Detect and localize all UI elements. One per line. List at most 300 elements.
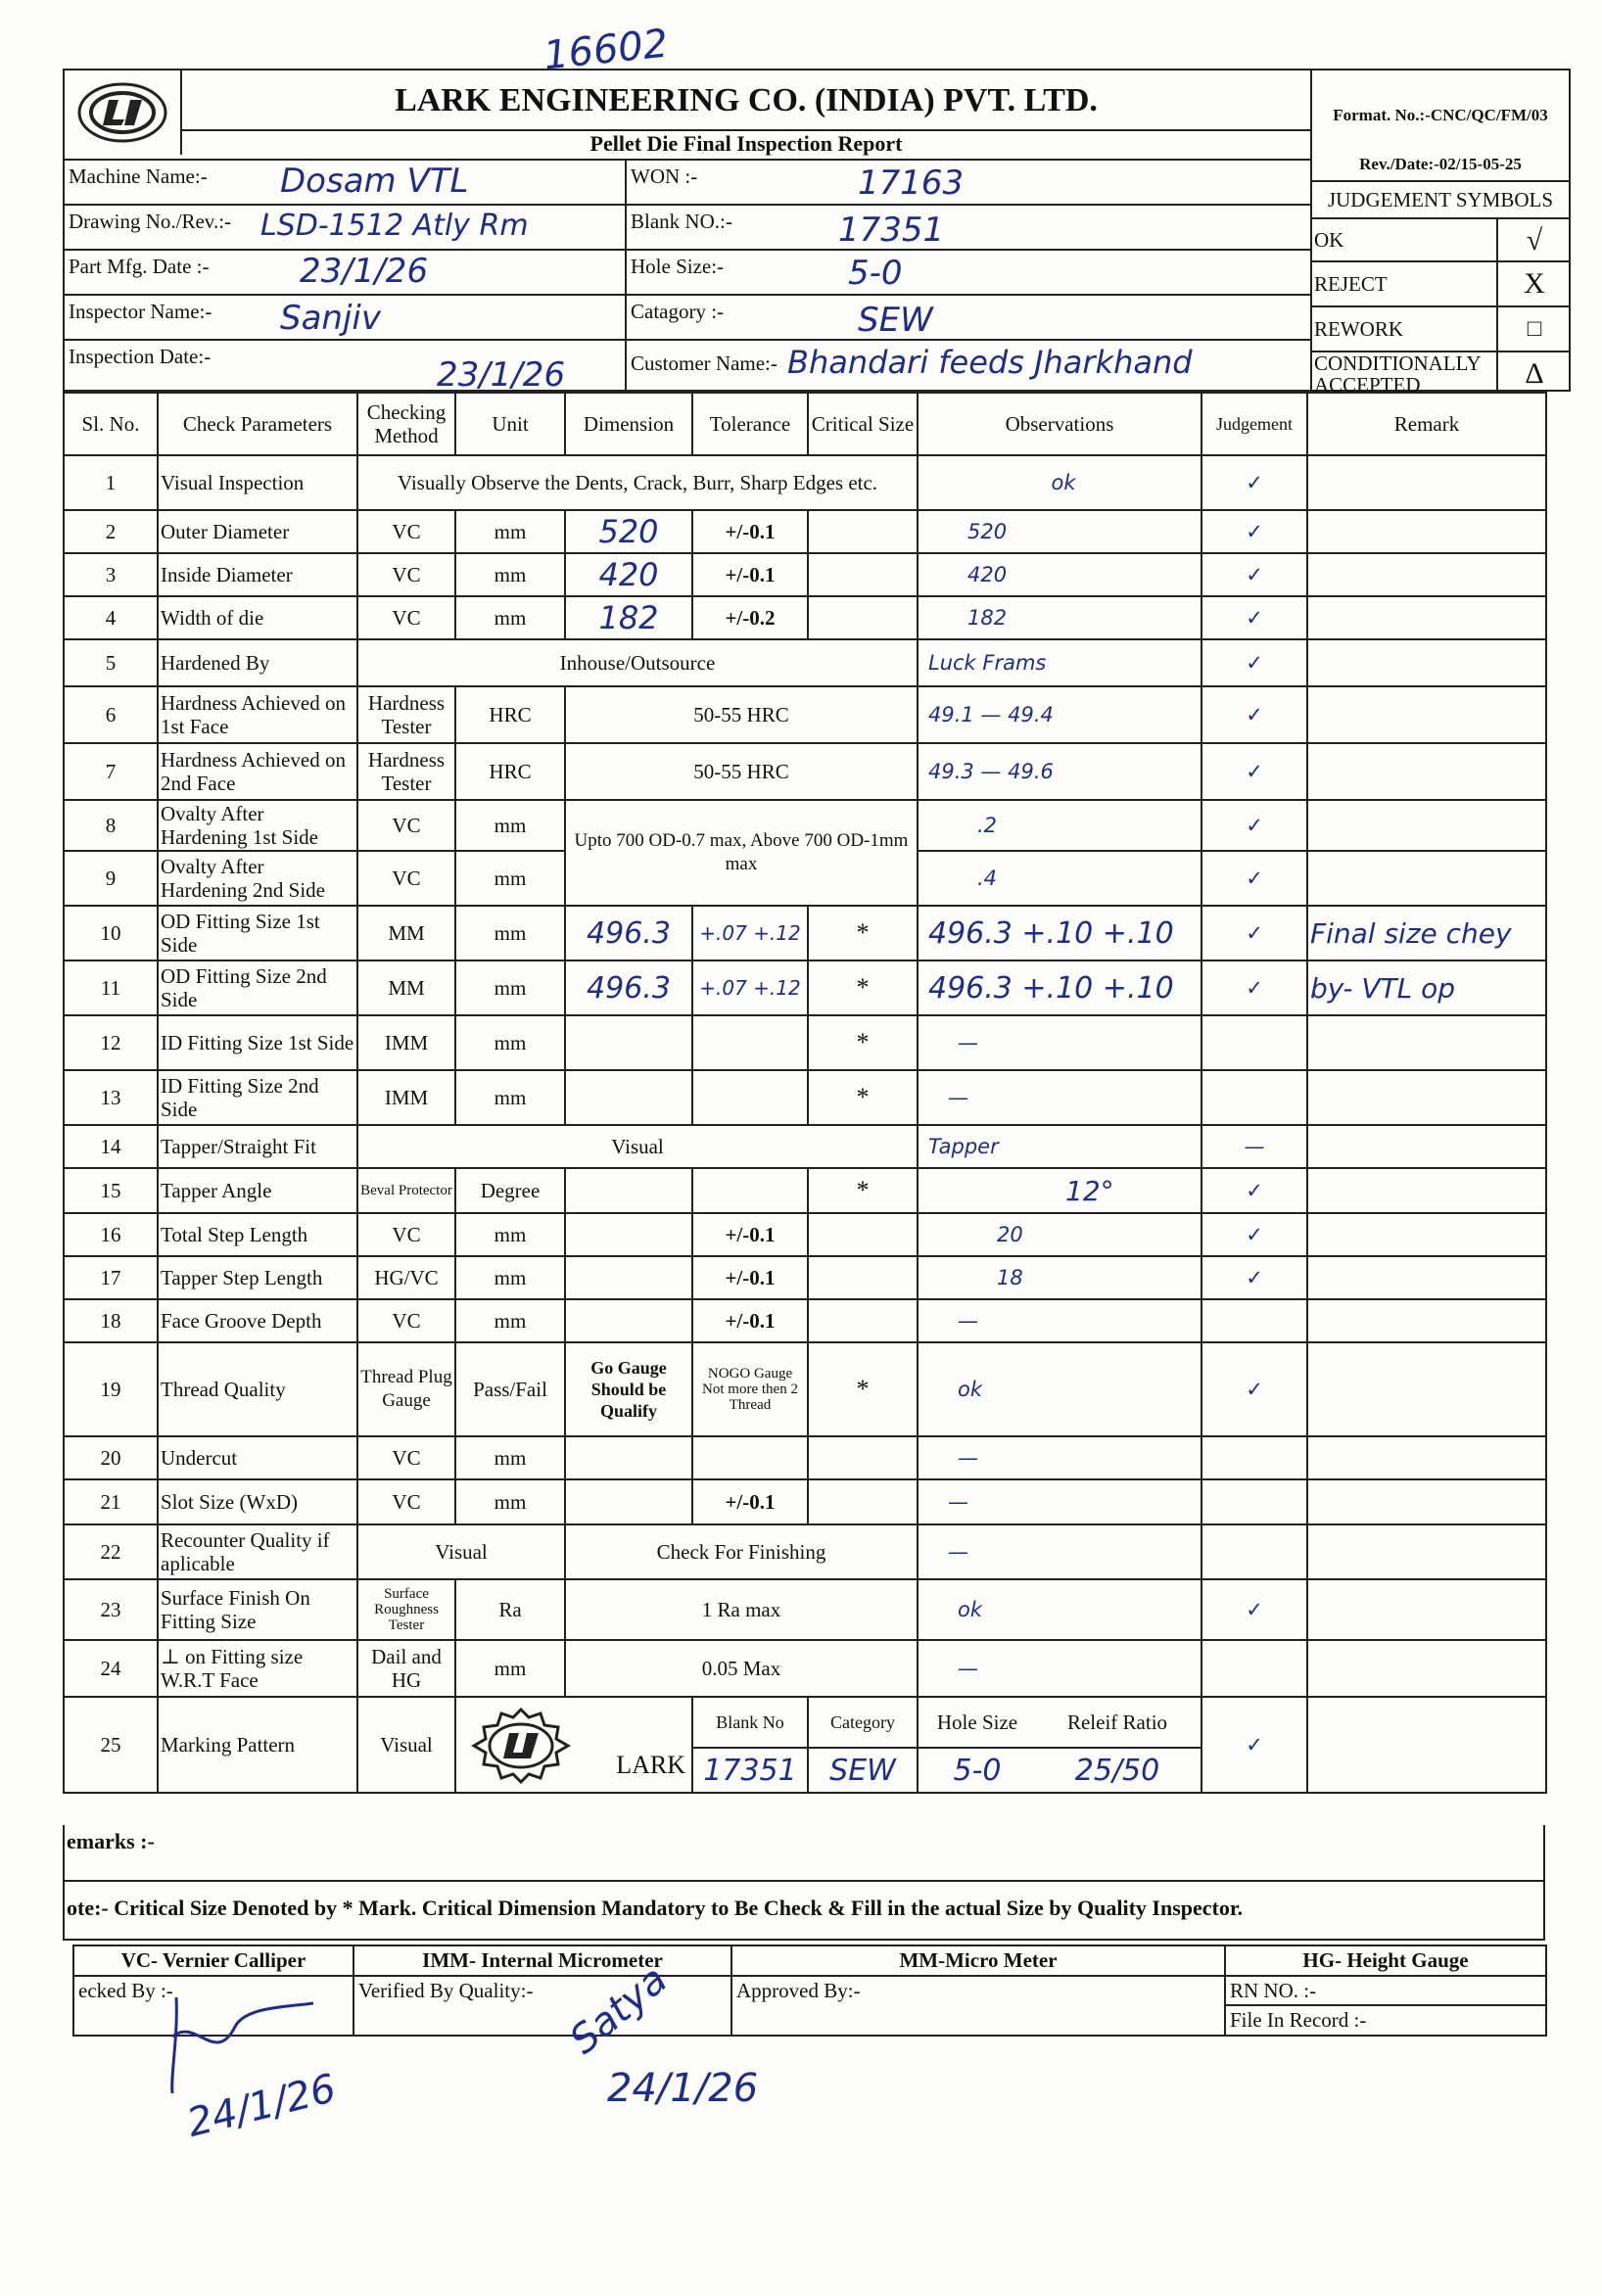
checking-method: Thread Plug Gauge xyxy=(357,1342,455,1436)
observation: — xyxy=(918,1524,1202,1579)
spec-text: Inhouse/Outsource xyxy=(357,639,918,686)
machine-name-value: Dosam VTL xyxy=(280,162,469,201)
col-critical-size: Critical Size xyxy=(808,393,918,455)
unit: HRC xyxy=(455,743,565,800)
verified-by-field: Verified By Quality:- xyxy=(353,1976,731,2036)
remark xyxy=(1307,1640,1546,1697)
check-parameter: Outer Diameter xyxy=(158,510,357,553)
unit: mm xyxy=(455,1256,565,1299)
critical-size xyxy=(808,1479,918,1524)
check-parameter: Face Groove Depth xyxy=(158,1299,357,1342)
observation: 520 xyxy=(918,510,1202,553)
col-judgement: Judgement xyxy=(1202,393,1307,455)
marking-head-releif-ratio: Releif Ratio xyxy=(1066,1710,1168,1734)
tolerance: +/-0.1 xyxy=(692,553,808,596)
remark xyxy=(1307,1436,1546,1479)
remark xyxy=(1307,553,1546,596)
observation: ok xyxy=(918,1342,1202,1436)
dimension: 420 xyxy=(565,553,692,596)
dimension xyxy=(565,1256,692,1299)
observation: — xyxy=(918,1015,1202,1070)
blank-number-value: 17351 xyxy=(838,211,945,250)
judgement-mark: ✓ xyxy=(1202,686,1307,743)
judgement-mark: ✓ xyxy=(1202,800,1307,851)
tolerance: +/-0.1 xyxy=(692,1256,808,1299)
field-label: Drawing No./Rev.:- xyxy=(65,206,627,249)
critical-mark: * xyxy=(808,961,918,1015)
check-parameter: Inside Diameter xyxy=(158,553,357,596)
judgement-mark xyxy=(1202,1479,1307,1524)
col-sl-no: Sl. No. xyxy=(64,393,158,455)
tolerance: NOGO Gauge Not more then 2 Thread xyxy=(692,1342,808,1436)
marking-brand: LARK xyxy=(616,1751,685,1779)
judgement-mark: ✓ xyxy=(1202,851,1307,906)
table-row xyxy=(64,596,1546,639)
table-row xyxy=(64,743,1546,800)
observation: 12° xyxy=(918,1168,1202,1213)
table-row xyxy=(64,906,1546,961)
remark xyxy=(1307,743,1546,800)
remark xyxy=(1307,1213,1546,1256)
observation: ok xyxy=(918,455,1202,510)
observation: 18 xyxy=(918,1256,1202,1299)
sl-no: 19 xyxy=(64,1342,158,1436)
judgement-mark: ✓ xyxy=(1202,510,1307,553)
table-row xyxy=(64,455,1546,510)
tolerance: +.07 +.12 xyxy=(692,906,808,961)
table-row xyxy=(64,961,1546,1015)
unit: Degree xyxy=(455,1168,565,1213)
header-row-mfg-date xyxy=(65,249,1310,294)
checking-method: Surface Roughness Tester xyxy=(357,1579,455,1640)
spec-text: 50-55 HRC xyxy=(565,743,918,800)
report-title: Pellet Die Final Inspection Report xyxy=(589,131,903,156)
marking-hole-size: 5-0 xyxy=(953,1753,1002,1788)
checking-method: MM xyxy=(357,906,455,961)
table-row xyxy=(64,800,1546,851)
dimension xyxy=(565,1015,692,1070)
field-label: Customer Name:- xyxy=(631,351,777,375)
table-row xyxy=(64,1640,1546,1697)
check-parameter: ⊥ on Fitting size W.R.T Face xyxy=(158,1640,357,1697)
triangle-symbol-icon: Δ xyxy=(1496,352,1571,394)
report-header xyxy=(63,69,1571,397)
observation: Luck Frams xyxy=(918,639,1202,686)
verifier-signature-date: 24/1/26 xyxy=(607,2066,759,2111)
judgement-mark xyxy=(1202,1299,1307,1342)
unit: mm xyxy=(455,553,565,596)
checking-method: IMM xyxy=(357,1070,455,1125)
marking-head-hole-size: Hole Size xyxy=(936,1710,1018,1734)
header-row-machine xyxy=(65,159,1310,204)
unit: Pass/Fail xyxy=(455,1342,565,1436)
header-row-inspector xyxy=(65,294,1310,339)
table-row xyxy=(64,553,1546,596)
check-parameter: Hardness Achieved on 1st Face xyxy=(158,686,357,743)
sl-no: 5 xyxy=(64,639,158,686)
remark xyxy=(1307,1125,1546,1168)
check-parameter: Ovalty After Hardening 2nd Side xyxy=(158,851,357,906)
col-tolerance: Tolerance xyxy=(692,393,808,455)
sl-no: 20 xyxy=(64,1436,158,1479)
sl-no: 6 xyxy=(64,686,158,743)
checking-method: HG/VC xyxy=(357,1256,455,1299)
sl-no: 4 xyxy=(64,596,158,639)
judgement-mark: ✓ xyxy=(1202,743,1307,800)
checking-method: IMM xyxy=(357,1015,455,1070)
col-remark: Remark xyxy=(1307,393,1546,455)
field-label: Blank NO.:- xyxy=(631,210,732,233)
unit: mm xyxy=(455,851,565,906)
unit: mm xyxy=(455,596,565,639)
check-parameter: Tapper Step Length xyxy=(158,1256,357,1299)
judgement-mark: ✓ xyxy=(1202,639,1307,686)
field-label: Inspection Date:- xyxy=(65,341,627,394)
critical-note: ote:- Critical Size Denoted by * Mark. Critical Dimension Mandatory to Be Check & Fill in the actual Size by Quality Inspector. xyxy=(63,1882,1545,1941)
checking-method: VC xyxy=(357,1299,455,1342)
judgement-mark: ✓ xyxy=(1202,596,1307,639)
unit: mm xyxy=(455,800,565,851)
remark xyxy=(1307,1524,1546,1579)
table-row xyxy=(64,1524,1546,1579)
check-parameter: Hardened By xyxy=(158,639,357,686)
spec-text: 50-55 HRC xyxy=(565,686,918,743)
check-parameter: OD Fitting Size 2nd Side xyxy=(158,961,357,1015)
dimension xyxy=(565,1436,692,1479)
judgement-mark xyxy=(1202,1524,1307,1579)
table-row xyxy=(64,1015,1546,1070)
checking-method: VC xyxy=(357,596,455,639)
judgement-mark: ✓ xyxy=(1202,1579,1307,1640)
critical-size xyxy=(808,553,918,596)
observation: — xyxy=(918,1436,1202,1479)
tolerance xyxy=(692,1015,808,1070)
checking-method: Hardness Tester xyxy=(357,686,455,743)
observation: — xyxy=(918,1299,1202,1342)
check-parameter: Recounter Quality if aplicable xyxy=(158,1524,357,1579)
table-row xyxy=(64,1479,1546,1524)
unit: mm xyxy=(455,1070,565,1125)
judgement-mark xyxy=(1202,1015,1307,1070)
tolerance: +/-0.1 xyxy=(692,510,808,553)
checking-method: Dail and HG xyxy=(357,1640,455,1697)
sl-no: 7 xyxy=(64,743,158,800)
sl-no: 2 xyxy=(64,510,158,553)
cross-symbol-icon: X xyxy=(1496,262,1571,305)
critical-size xyxy=(808,596,918,639)
remark xyxy=(1307,1070,1546,1125)
sl-no: 14 xyxy=(64,1125,158,1168)
remark xyxy=(1307,510,1546,553)
lark-gear-logo-icon xyxy=(462,1704,580,1788)
table-row xyxy=(64,1168,1546,1213)
inspector-name-value: Sanjiv xyxy=(280,299,381,338)
checking-method: VC xyxy=(357,553,455,596)
observation: ok xyxy=(918,1579,1202,1640)
critical-mark: * xyxy=(808,1168,918,1213)
dimension: 520 xyxy=(565,510,692,553)
judgement-mark xyxy=(1202,1640,1307,1697)
check-parameter: Hardness Achieved on 2nd Face xyxy=(158,743,357,800)
remark xyxy=(1307,686,1546,743)
legend-imm: IMM- Internal Micrometer xyxy=(353,1945,731,1976)
dimension: 496.3 xyxy=(565,961,692,1015)
document-number: 16602 xyxy=(541,21,671,79)
checking-method: VC xyxy=(357,510,455,553)
observation: 20 xyxy=(918,1213,1202,1256)
table-row xyxy=(64,1256,1546,1299)
table-row xyxy=(64,639,1546,686)
symbol-label: REJECT xyxy=(1314,272,1388,296)
marking-releif-ratio: 25/50 xyxy=(1074,1753,1160,1788)
tolerance xyxy=(692,1436,808,1479)
check-parameter: Marking Pattern xyxy=(158,1697,357,1793)
field-label: Machine Name:- xyxy=(65,161,627,204)
table-row xyxy=(64,510,1546,553)
inspection-table xyxy=(63,392,1547,1794)
hole-size-value: 5-0 xyxy=(848,254,903,293)
remark xyxy=(1307,1256,1546,1299)
sl-no: 18 xyxy=(64,1299,158,1342)
judgement-mark: ✓ xyxy=(1202,553,1307,596)
observation: 496.3 +.10 +.10 xyxy=(918,906,1202,961)
symbol-ok xyxy=(1310,217,1571,260)
lark-logo-icon xyxy=(75,80,169,145)
spec-text: Visual xyxy=(357,1524,565,1579)
checking-method: Hardness Tester xyxy=(357,743,455,800)
record-cell xyxy=(1225,1976,1546,2036)
judgement-mark: ✓ xyxy=(1202,906,1307,961)
remark xyxy=(1307,1299,1546,1342)
remark xyxy=(1307,1579,1546,1640)
marking-category: SEW xyxy=(808,1748,918,1793)
unit: mm xyxy=(455,961,565,1015)
remark xyxy=(1307,639,1546,686)
check-parameter: Tapper/Straight Fit xyxy=(158,1125,357,1168)
table-row xyxy=(64,1436,1546,1479)
field-label: Catagory :- xyxy=(631,300,725,323)
rn-no-field: RN NO. :- xyxy=(1226,1977,1545,2006)
unit: mm xyxy=(455,906,565,961)
field-label: WON :- xyxy=(631,164,698,188)
dimension xyxy=(565,1299,692,1342)
symbol-label: REWORK xyxy=(1314,317,1403,341)
symbol-rework xyxy=(1310,305,1571,351)
judgement-mark: ✓ xyxy=(1202,1697,1307,1793)
judgement-mark: ✓ xyxy=(1202,1256,1307,1299)
table-row xyxy=(64,1213,1546,1256)
check-symbol-icon: √ xyxy=(1496,219,1571,260)
dimension xyxy=(565,1168,692,1213)
check-parameter: ID Fitting Size 1st Side xyxy=(158,1015,357,1070)
observation: — xyxy=(918,1640,1202,1697)
marking-head-blank-no: Blank No xyxy=(692,1697,808,1748)
sl-no: 15 xyxy=(64,1168,158,1213)
tolerance: +/-0.1 xyxy=(692,1213,808,1256)
approved-by-field: Approved By:- xyxy=(731,1976,1225,2036)
spec-text: Check For Finishing xyxy=(565,1524,918,1579)
observation: .4 xyxy=(918,851,1202,906)
remark xyxy=(1307,1342,1546,1436)
remark xyxy=(1307,1168,1546,1213)
sl-no: 12 xyxy=(64,1015,158,1070)
remark: by- VTL op xyxy=(1307,961,1546,1015)
legend-hg: HG- Height Gauge xyxy=(1225,1945,1546,1976)
marking-head-group xyxy=(918,1697,1202,1748)
observation: 496.3 +.10 +.10 xyxy=(918,961,1202,1015)
dimension: Go Gauge Should be Qualify xyxy=(565,1342,692,1436)
field-label: Part Mfg. Date :- xyxy=(65,251,627,294)
critical-mark: * xyxy=(808,906,918,961)
judgement-mark: ✓ xyxy=(1202,455,1307,510)
marking-head-category: Category xyxy=(808,1697,918,1748)
judgement-mark xyxy=(1202,1436,1307,1479)
critical-size xyxy=(808,1436,918,1479)
tolerance xyxy=(692,1070,808,1125)
observation: .2 xyxy=(918,800,1202,851)
sl-no: 3 xyxy=(64,553,158,596)
company-logo xyxy=(65,70,182,155)
check-parameter: Undercut xyxy=(158,1436,357,1479)
critical-size xyxy=(808,510,918,553)
verifier-signature-name: Satya xyxy=(561,1956,677,2064)
col-unit: Unit xyxy=(455,393,565,455)
won-value: 17163 xyxy=(858,164,965,203)
judgement-symbols-title: JUDGEMENT SYMBOLS xyxy=(1310,180,1571,217)
critical-mark: * xyxy=(808,1015,918,1070)
checking-method: MM xyxy=(357,961,455,1015)
format-number: Format. No.:-CNC/QC/FM/03 xyxy=(1333,106,1548,124)
unit: mm xyxy=(455,1299,565,1342)
sl-no: 13 xyxy=(64,1070,158,1125)
check-parameter: OD Fitting Size 1st Side xyxy=(158,906,357,961)
check-parameter: Tapper Angle xyxy=(158,1168,357,1213)
observation: Tapper xyxy=(918,1125,1202,1168)
spec-text: Upto 700 OD-0.7 max, Above 700 OD-1mm max xyxy=(565,800,918,906)
tolerance: +/-0.1 xyxy=(692,1299,808,1342)
check-parameter: Total Step Length xyxy=(158,1213,357,1256)
check-parameter: Thread Quality xyxy=(158,1342,357,1436)
checking-method: Visual xyxy=(357,1697,455,1793)
legend-vc: VC- Vernier Calliper xyxy=(73,1945,353,1976)
observation: — xyxy=(918,1070,1202,1125)
check-parameter: Ovalty After Hardening 1st Side xyxy=(158,800,357,851)
revision-date: Rev./Date:-02/15-05-25 xyxy=(1359,155,1522,173)
tolerance xyxy=(692,1168,808,1213)
col-observations: Observations xyxy=(918,393,1202,455)
mfg-date-value: 23/1/26 xyxy=(300,252,429,291)
critical-mark: * xyxy=(808,1342,918,1436)
check-parameter: Surface Finish On Fitting Size xyxy=(158,1579,357,1640)
sl-no: 1 xyxy=(64,455,158,510)
dimension: 496.3 xyxy=(565,906,692,961)
checking-method: Beval Protector xyxy=(357,1168,455,1213)
check-parameter: ID Fitting Size 2nd Side xyxy=(158,1070,357,1125)
checking-method: VC xyxy=(357,1436,455,1479)
marking-logo-cell xyxy=(455,1697,692,1793)
field-label: Hole Size:- xyxy=(631,255,725,278)
unit: mm xyxy=(455,1640,565,1697)
sl-no: 21 xyxy=(64,1479,158,1524)
tolerance: +/-0.2 xyxy=(692,596,808,639)
judgement-mark: — xyxy=(1202,1125,1307,1168)
drawing-number-value: LSD-1512 Atly Rm xyxy=(260,209,529,243)
dimension xyxy=(565,1213,692,1256)
unit: Ra xyxy=(455,1579,565,1640)
observation: 49.3 — 49.6 xyxy=(918,743,1202,800)
dimension xyxy=(565,1479,692,1524)
judgement-mark: ✓ xyxy=(1202,1168,1307,1213)
legend-mm: MM-Micro Meter xyxy=(731,1945,1225,1976)
observation: 420 xyxy=(918,553,1202,596)
critical-mark: * xyxy=(808,1070,918,1125)
judgement-mark: ✓ xyxy=(1202,1213,1307,1256)
remark xyxy=(1307,1697,1546,1793)
checker-signature-date: 24/1/26 xyxy=(182,2066,341,2146)
sl-no: 8 xyxy=(64,800,158,851)
table-row xyxy=(64,1125,1546,1168)
table-row xyxy=(64,1299,1546,1342)
tolerance: +/-0.1 xyxy=(692,1479,808,1524)
header-row-drawing xyxy=(65,204,1310,249)
customer-name-value: Bhandari feeds Jharkhand xyxy=(787,344,1193,381)
table-header-row xyxy=(64,393,1546,455)
checking-method: VC xyxy=(357,1213,455,1256)
col-checking-method: Checking Method xyxy=(357,393,455,455)
observation: — xyxy=(918,1479,1202,1524)
tolerance: +.07 +.12 xyxy=(692,961,808,1015)
critical-size xyxy=(808,1256,918,1299)
remark xyxy=(1307,455,1546,510)
checking-method: VC xyxy=(357,1479,455,1524)
symbol-reject xyxy=(1310,260,1571,305)
table-row xyxy=(64,686,1546,743)
header-row-inspection-date xyxy=(65,339,1310,394)
dimension: 182 xyxy=(565,596,692,639)
file-in-record-field: File In Record :- xyxy=(1230,2008,1367,2032)
category-value: SEW xyxy=(858,301,933,340)
sl-no: 22 xyxy=(64,1524,158,1579)
col-dimension: Dimension xyxy=(565,393,692,455)
unit: mm xyxy=(455,1015,565,1070)
spec-text: Visual xyxy=(357,1125,918,1168)
remark xyxy=(1307,800,1546,851)
table-row xyxy=(64,1342,1546,1436)
check-parameter: Width of die xyxy=(158,596,357,639)
remark xyxy=(1307,851,1546,906)
unit: mm xyxy=(455,510,565,553)
sl-no: 10 xyxy=(64,906,158,961)
remarks-row: emarks :- xyxy=(63,1825,1545,1882)
unit: HRC xyxy=(455,686,565,743)
unit: mm xyxy=(455,1213,565,1256)
critical-size xyxy=(808,1299,918,1342)
sl-no: 23 xyxy=(64,1579,158,1640)
checking-method: VC xyxy=(357,851,455,906)
marking-blank-no: 17351 xyxy=(692,1748,808,1793)
symbol-label: CONDITIONALLY ACCEPTED xyxy=(1314,351,1481,397)
unit: mm xyxy=(455,1436,565,1479)
col-check-parameters: Check Parameters xyxy=(158,393,357,455)
unit: mm xyxy=(455,1479,565,1524)
spec-text: 1 Ra max xyxy=(565,1579,918,1640)
symbol-label: OK xyxy=(1314,228,1344,252)
sl-no: 16 xyxy=(64,1213,158,1256)
remark xyxy=(1307,596,1546,639)
spec-text: 0.05 Max xyxy=(565,1640,918,1697)
checking-method: VC xyxy=(357,800,455,851)
sl-no: 25 xyxy=(64,1697,158,1793)
